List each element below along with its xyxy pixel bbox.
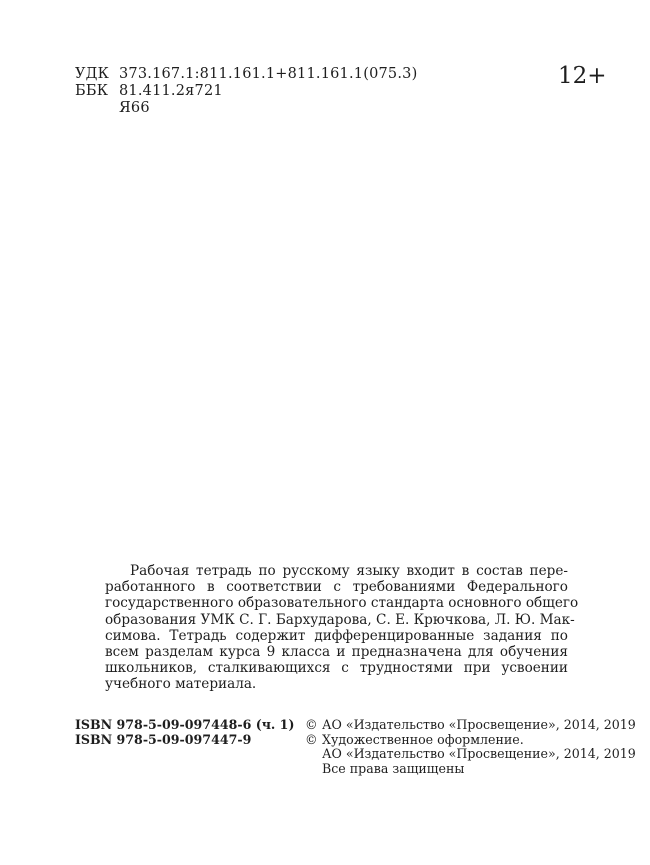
annotation-paragraph — [105, 563, 579, 693]
author-mark: Я66 — [119, 100, 150, 116]
annotation-line: учебного материала. — [105, 676, 257, 693]
bbk-label: ББК — [75, 83, 109, 99]
udk-label: УДК — [75, 66, 110, 82]
annotation-line: образования УМК С. Г. Бархударова, С. Е. Крючкова, Л. Ю. Мак- — [105, 611, 575, 628]
copyright-icon: © — [305, 731, 318, 747]
annotation-line: школьников, сталкивающихся с трудностями при усвоении — [105, 660, 568, 677]
udk-value: 373.167.1:811.161.1+811.161.1(075.3) — [119, 66, 418, 82]
rights-reserved-row — [305, 762, 636, 777]
copyright-block — [305, 718, 636, 776]
author-mark-row — [75, 100, 417, 117]
annotation-line: государственного образовательного стандарта основного общего — [105, 595, 579, 612]
copyright-icon: © — [305, 717, 318, 732]
rights-reserved: Все права защищены — [322, 760, 465, 776]
udk-row — [75, 66, 417, 83]
annotation-line: симова. Тетрадь содержит дифференцированные задания по — [105, 627, 568, 644]
copyright-design-row — [305, 733, 636, 748]
bbk-row — [75, 83, 417, 100]
isbn-set: ISBN 978-5-09-097447-9 — [75, 731, 252, 747]
copyright-design-owner: АО «Издательство «Просвещение», 2014, 2019 — [322, 746, 636, 761]
annotation-line: Рабочая тетрадь по русскому языку входит в состав пере- — [130, 563, 568, 579]
copyright-publisher: АО «Издательство «Просвещение», 2014, 2019 — [322, 717, 636, 732]
classification-block — [75, 66, 417, 117]
annotation-line: работанного в соответствии с требованиями Федерального — [105, 579, 568, 596]
isbn-block — [75, 718, 294, 747]
copyright-design-label: Художественное оформление. — [322, 731, 524, 747]
annotation-line: всем разделам курса 9 класса и предназначена для обучения — [105, 644, 568, 661]
copyright-publisher-row — [305, 718, 636, 733]
age-rating: 12+ — [558, 63, 607, 89]
copyright-design-owner-row — [305, 747, 636, 762]
isbn-part-1: ISBN 978-5-09-097448-6 (ч. 1) — [75, 717, 295, 732]
bbk-value: 81.411.2я721 — [119, 83, 223, 99]
